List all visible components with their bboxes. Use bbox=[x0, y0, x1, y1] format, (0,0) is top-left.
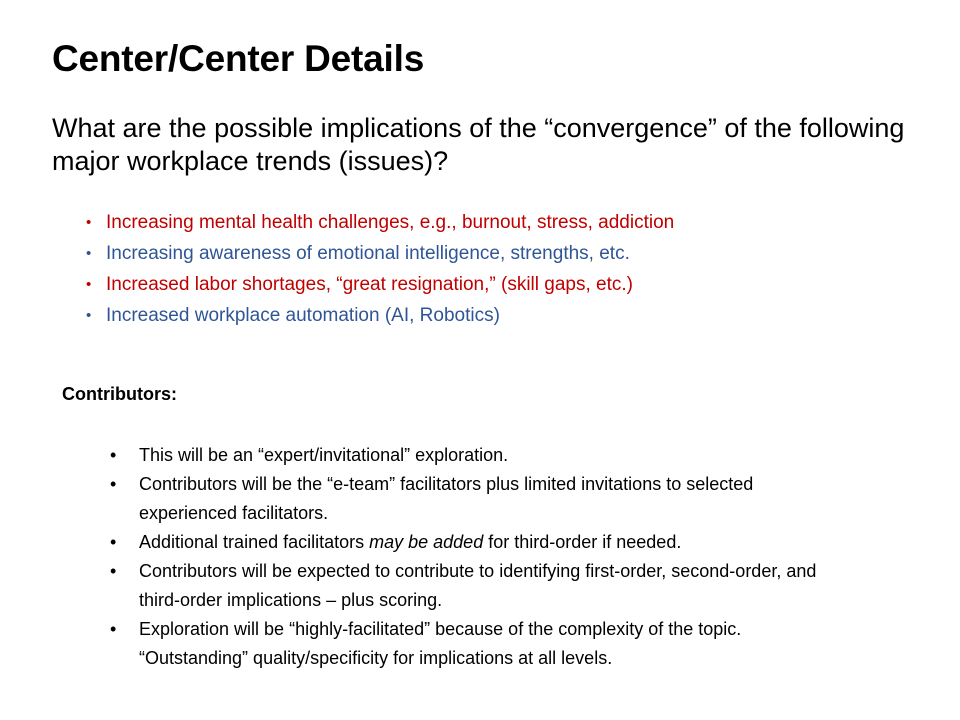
contributors-list bbox=[110, 441, 850, 673]
trends-list bbox=[86, 207, 674, 331]
trend-text: Increased labor shortages, “great resignation,” (skill gaps, etc.) bbox=[106, 274, 633, 295]
bullet-icon: • bbox=[110, 619, 117, 639]
bullet-icon: • bbox=[86, 276, 92, 293]
contributor-text-emphasis: may be added bbox=[369, 532, 484, 552]
contributor-item bbox=[110, 528, 850, 557]
bullet-icon: • bbox=[110, 445, 117, 465]
contributor-text: This will be an “expert/invitational” exploration. bbox=[139, 445, 509, 465]
bullet-icon: • bbox=[110, 561, 117, 581]
trend-item bbox=[86, 269, 674, 300]
bullet-icon: • bbox=[86, 307, 92, 324]
contributor-item bbox=[110, 441, 850, 470]
contributor-text: Contributors will be the “e-team” facilitators plus limited invitations to selected experienced facilitators. bbox=[139, 474, 754, 523]
bullet-icon: • bbox=[110, 474, 117, 494]
bullet-icon: • bbox=[110, 532, 117, 552]
trend-text: Increasing mental health challenges, e.g., burnout, stress, addiction bbox=[106, 212, 675, 233]
contributors-heading: Contributors: bbox=[62, 384, 177, 404]
trend-text: Increased workplace automation (AI, Robotics) bbox=[106, 305, 500, 326]
slide-title: Center/Center Details bbox=[52, 38, 425, 79]
trend-text: Increasing awareness of emotional intelligence, strengths, etc. bbox=[106, 243, 630, 264]
contributor-item bbox=[110, 470, 850, 528]
contributor-text: Contributors will be expected to contribute to identifying first-order, second-order, and third-order implications – plus scoring. bbox=[139, 561, 817, 610]
bullet-icon: • bbox=[86, 214, 92, 231]
question-text: What are the possible implications of the “convergence” of the following major workplace trends (issues)? bbox=[52, 113, 905, 176]
bullet-icon: • bbox=[86, 245, 92, 262]
contributor-text: Exploration will be “highly-facilitated” because of the complexity of the topic. “Outstanding” quality/specificity for implications at all levels. bbox=[139, 619, 742, 668]
contributor-item bbox=[110, 615, 850, 673]
trend-item bbox=[86, 207, 674, 238]
trend-item bbox=[86, 238, 674, 269]
contributor-item bbox=[110, 557, 850, 615]
contributor-text-pre: Additional trained facilitators bbox=[139, 532, 370, 552]
contributor-text-post: for third-order if needed. bbox=[483, 532, 682, 552]
trend-item bbox=[86, 300, 674, 331]
